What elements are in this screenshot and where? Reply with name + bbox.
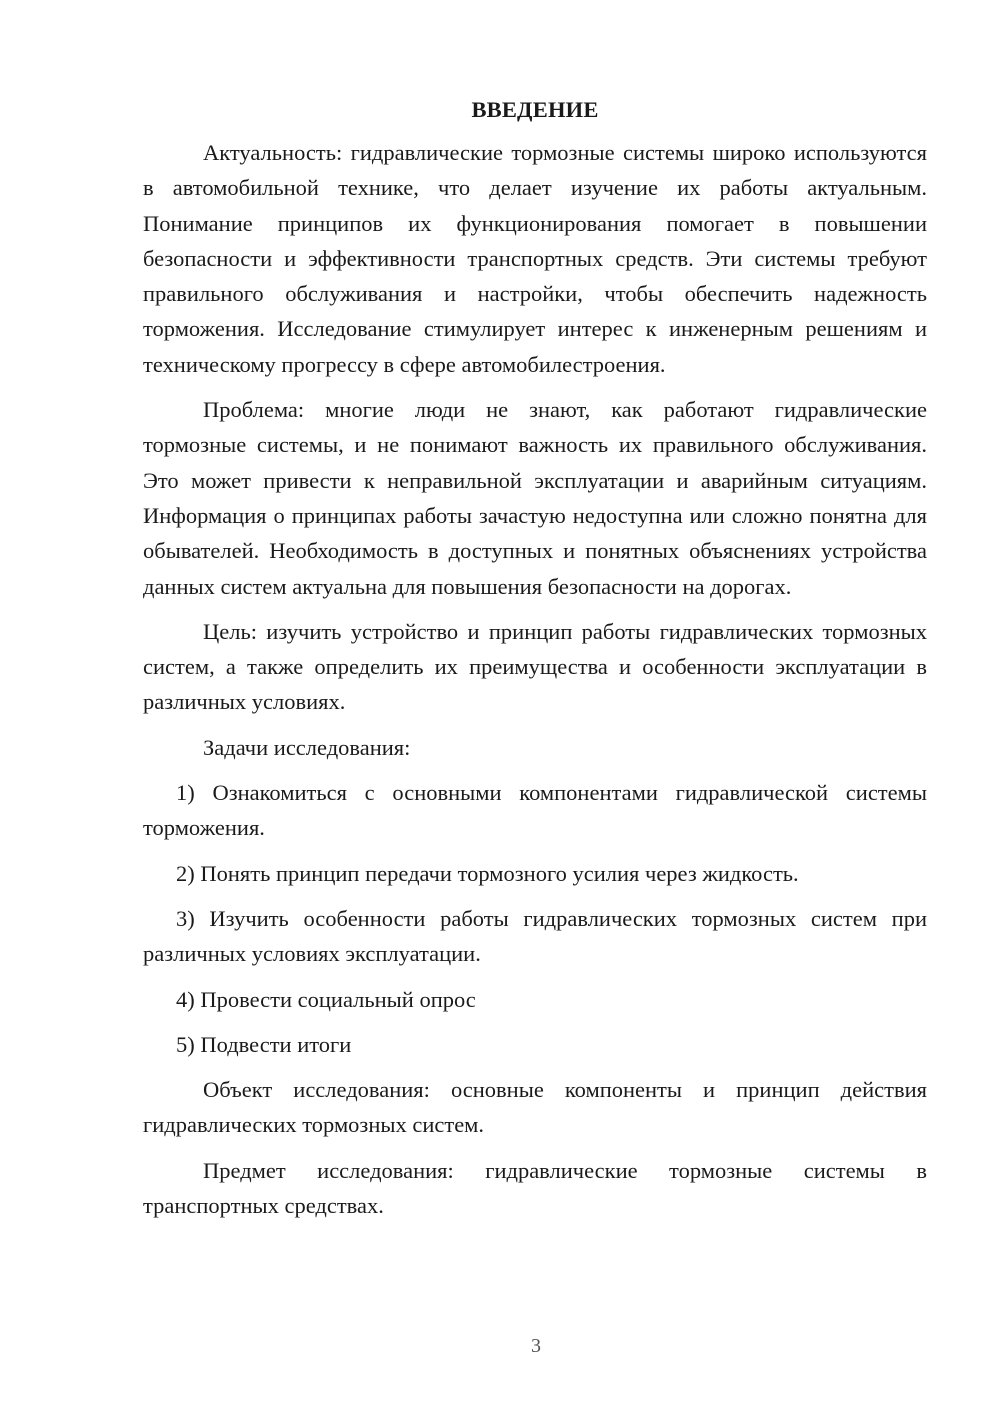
task-item-4: 4) Провести социальный опрос xyxy=(176,986,476,1012)
task-item-5: 5) Подвести итоги xyxy=(176,1031,352,1057)
paragraph-problem: Проблема: многие люди не знают, как работают гидравлические тормозные системы, и не понимают важность их правильного обслуживания. Это может привести к неправильной эксплуатации и аварийным ситуациям. Информация о принципах работы зачастую недоступна или сложно понятна для обывателей. Необходимость в доступных и понятных объяснениях устройства данных систем актуальна для повышения безопасности на дорогах. xyxy=(143,397,927,599)
page-number: 3 xyxy=(531,1335,541,1357)
paragraph-relevance: Актуальность: гидравлические тормозные системы широко используются в автомобильной технике, что делает изучение их работы актуальным. Понимание принципов их функционирования помогает в повышении безопасности и эффективности транспортных средств. Эти системы требуют правильного обслуживания и настройки, чтобы обеспечить надежность торможения. Исследование стимулирует интерес к инженерным решениям и техническому прогрессу в сфере автомобилестроения. xyxy=(143,140,927,377)
paragraph-subject: Предмет исследования: гидравлические тормозные системы в транспортных средствах. xyxy=(143,1157,927,1219)
paragraph-object: Объект исследования: основные компоненты и принцип действия гидравлических тормозных систем. xyxy=(143,1077,927,1138)
paragraph-goal: Цель: изучить устройство и принцип работы гидравлических тормозных систем, а также определить их преимущества и особенности эксплуатации в различных условиях. xyxy=(143,618,927,715)
section-title: ВВЕДЕНИЕ xyxy=(471,97,599,122)
task-item-3: 3) Изучить особенности работы гидравлических тормозных систем при различных условиях эксплуатации. xyxy=(143,905,927,967)
page-content xyxy=(143,92,927,1223)
tasks-heading: Задачи исследования: xyxy=(203,734,411,760)
task-item-1: 1) Ознакомиться с основными компонентами гидравлической системы торможения. xyxy=(143,780,927,841)
task-item-2: 2) Понять принцип передачи тормозного усилия через жидкость. xyxy=(176,860,799,886)
